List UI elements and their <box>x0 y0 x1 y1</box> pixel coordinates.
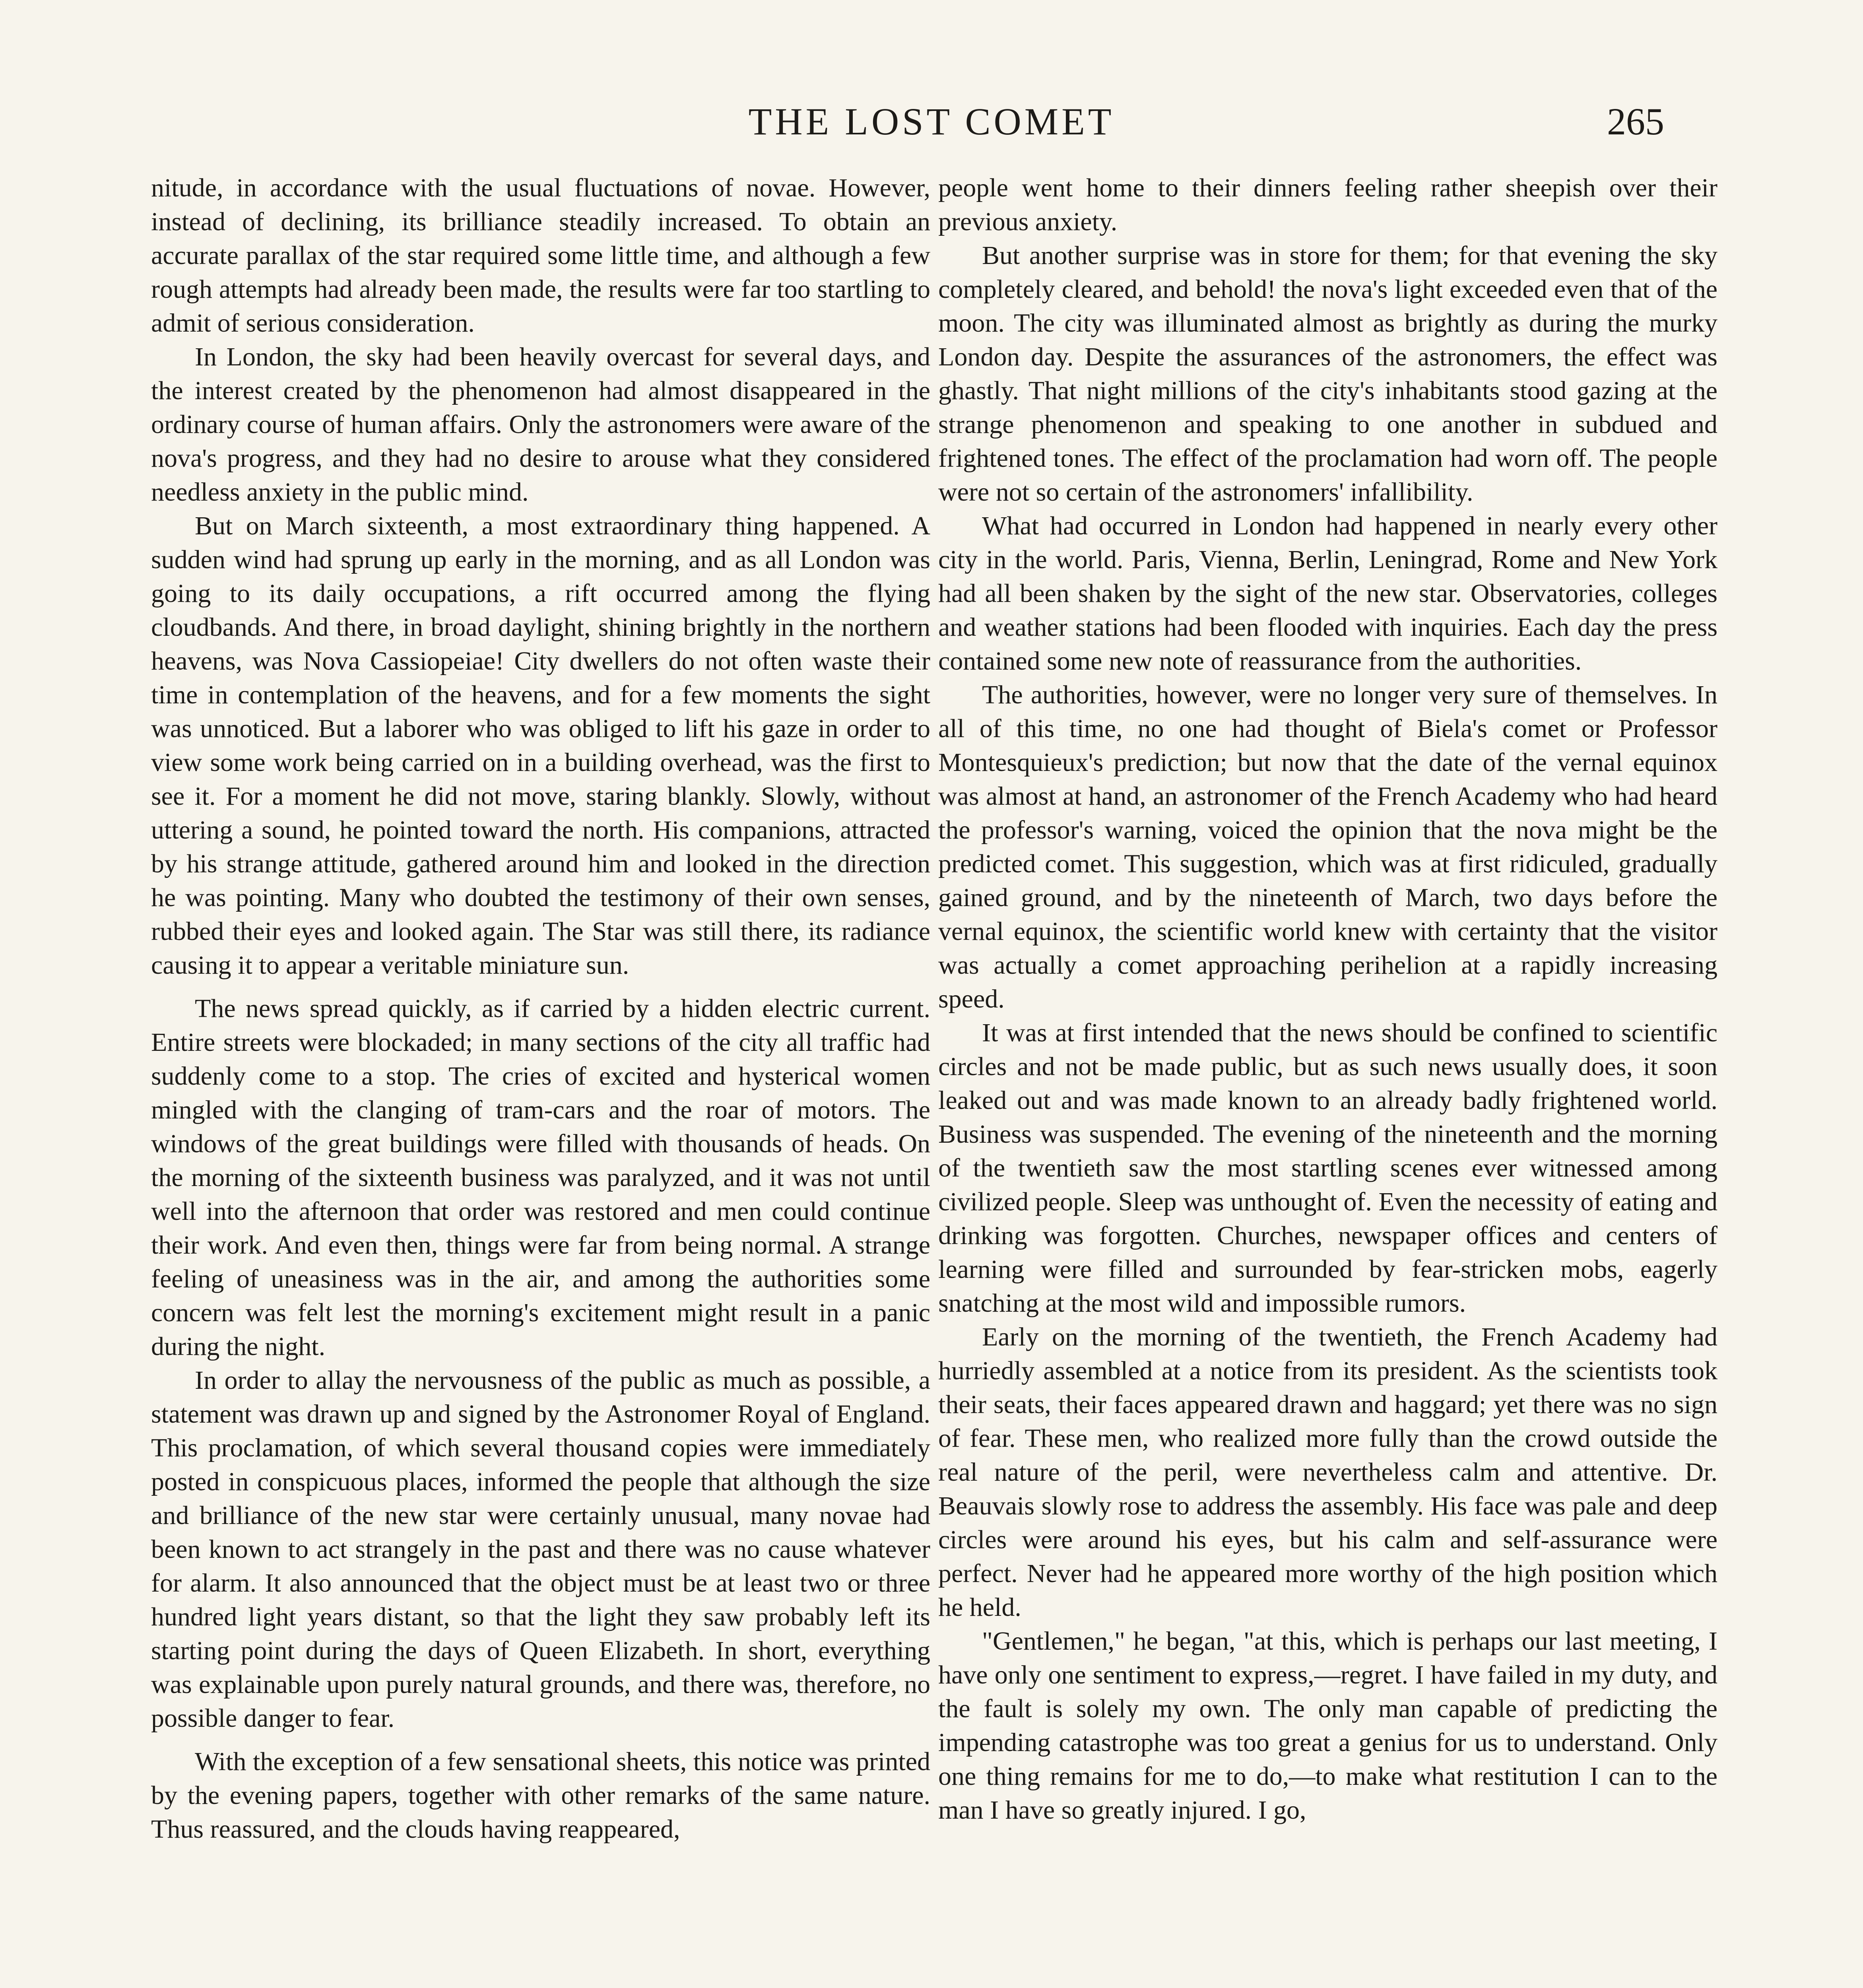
paragraph: The news spread quickly, as if carried by a hidden electric current. Entire streets were blockaded; in many sections of the city all traffic had suddenly come to a stop. The cries of excited and hysterical women mingled with the clanging of tram-cars and the roar of motors. The windows of the great buildings were filled with thousands of heads. On the morning of the sixteenth business was paralyzed, and it was not until well into the afternoon that order was restored and men could continue their work. And even then, things were far from being normal. A strange feeling of uneasiness was in the air, and among the authorities some concern was felt lest the morning's excitement might result in a panic during the night. <box>151 994 930 1361</box>
paragraph: It was at first intended that the news should be confined to scientific circles and not be made public, but as such news usually does, it soon leaked out and was made known to an already badly frightened world. Business was suspended. The evening of the nineteenth and the morning of the twentieth saw the most startling scenes ever witnessed among civilized people. Sleep was unthought of. Even the necessity of eating and drinking was forgotten. Churches, newspaper offices and centers of learning were filled and surrounded by fear-stricken mobs, eagerly snatching at the most wild and impossible rumors. <box>938 1018 1717 1318</box>
paragraph: What had occurred in London had happened in nearly every other city in the world. Paris, Vienna, Berlin, Leningrad, Rome and New York had all been shaken by the sight of the new star. Observatories, colleges and weather stations had been flooded with inquiries. Each day the press contained some new note of reassurance from the authorities. <box>938 511 1717 676</box>
paragraph: In order to allay the nervousness of the public as much as possible, a statement was drawn up and signed by the Astronomer Royal of England. This proclamation, of which several thousand copies were immediately posted in conspicuous places, informed the people that although the size and brilliance of the new star were certainly unusual, many novae had been known to act strangely in the past and there was no cause whatever for alarm. It also announced that the object must be at least two or three hundred light years distant, so that the light they saw probably left its starting point during the days of Queen Elizabeth. In short, everything was explainable upon purely natural grounds, and there was, therefore, no possible danger to fear. <box>151 1366 930 1733</box>
paragraph: people went home to their dinners feeling rather sheepish over their previous anxiety. <box>938 173 1717 236</box>
paragraph: nitude, in accordance with the usual fluctuations of novae. However, instead of declining, its brilliance steadily increased. To obtain an accurate parallax of the star required some little time, and although a few rough attempts had already been made, the results were far too startling to admit of serious consideration. <box>151 173 930 338</box>
paragraph: With the exception of a few sensational sheets, this notice was printed by the evening papers, together with other remarks of the same nature. Thus reassured, and the clouds having reappeared, <box>151 1747 930 1844</box>
paragraph: Early on the morning of the twentieth, the French Academy had hurriedly assembled at a notice from its president. As the scientists took their seats, their faces appeared drawn and haggard; yet there was no sign of fear. These men, who realized more fully than the crowd outside the real nature of the peril, were nevertheless calm and attentive. Dr. Beauvais slowly rose to address the assembly. His face was pale and deep circles were around his eyes, but his calm and self-assurance were perfect. Never had he appeared more worthy of the high position which he held. <box>938 1322 1717 1622</box>
paragraph: In London, the sky had been heavily overcast for several days, and the interest created by the phenomenon had almost disappeared in the ordinary course of human affairs. Only the astronomers were aware of the nova's progress, and they had no desire to arouse what they considered needless anxiety in the public mind. <box>151 342 930 507</box>
paragraph: "Gentlemen," he began, "at this, which is perhaps our last meeting, I have only one sentiment to express,—regret. I have failed in my duty, and the fault is solely my own. The only man capable of predicting the impending catastrophe was too great a genius for us to understand. Only one thing remains for me to do,—to make what restitution I can to the man I have so greatly injured. I go, <box>938 1627 1717 1825</box>
page-number: 265 <box>1607 100 1664 143</box>
page-title: THE LOST COMET <box>748 100 1115 143</box>
paragraph: The authorities, however, were no longer very sure of themselves. In all of this time, no one had thought of Biela's comet or Professor Montesquieux's prediction; but now that the date of the vernal equinox was almost at hand, an astronomer of the French Academy who had heard the professor's warning, voiced the opinion that the nova might be the predicted comet. This suggestion, which was at first ridiculed, gradually gained ground, and by the nineteenth of March, two days before the vernal equinox, the scientific world knew with certainty that the visitor was actually a comet approaching perihelion at a rapidly increasing speed. <box>938 680 1717 1013</box>
left-column <box>151 171 930 1846</box>
paragraph: But on March sixteenth, a most extraordinary thing happened. A sudden wind had sprung up early in the morning, and as all London was going to its daily occupations, a rift occurred among the flying cloudbands. And there, in broad daylight, shining brightly in the northern heavens, was Nova Cassiopeiae! City dwellers do not often waste their time in contemplation of the heavens, and for a few moments the sight was unnoticed. But a laborer who was obliged to lift his gaze in order to view some work being carried on in a building overhead, was the first to see it. For a moment he did not move, staring blankly. Slowly, without uttering a sound, he pointed toward the north. His companions, attracted by his strange attitude, gathered around him and looked in the direction he was pointing. Many who doubted the testimony of their own senses, rubbed their eyes and looked again. The Star was still there, its radiance causing it to appear a veritable miniature sun. <box>151 511 930 980</box>
right-column <box>938 171 1717 1827</box>
running-head <box>0 99 1863 159</box>
paragraph: But another surprise was in store for them; for that evening the sky completely cleared, and behold! the nova's light exceeded even that of the moon. The city was illuminated almost as brightly as during the murky London day. Despite the assurances of the astronomers, the effect was ghastly. That night millions of the city's inhabitants stood gazing at the strange phenomenon and speaking to one another in subdued and frightened tones. The effect of the proclamation had worn off. The people were not so certain of the astronomers' infallibility. <box>938 241 1717 507</box>
